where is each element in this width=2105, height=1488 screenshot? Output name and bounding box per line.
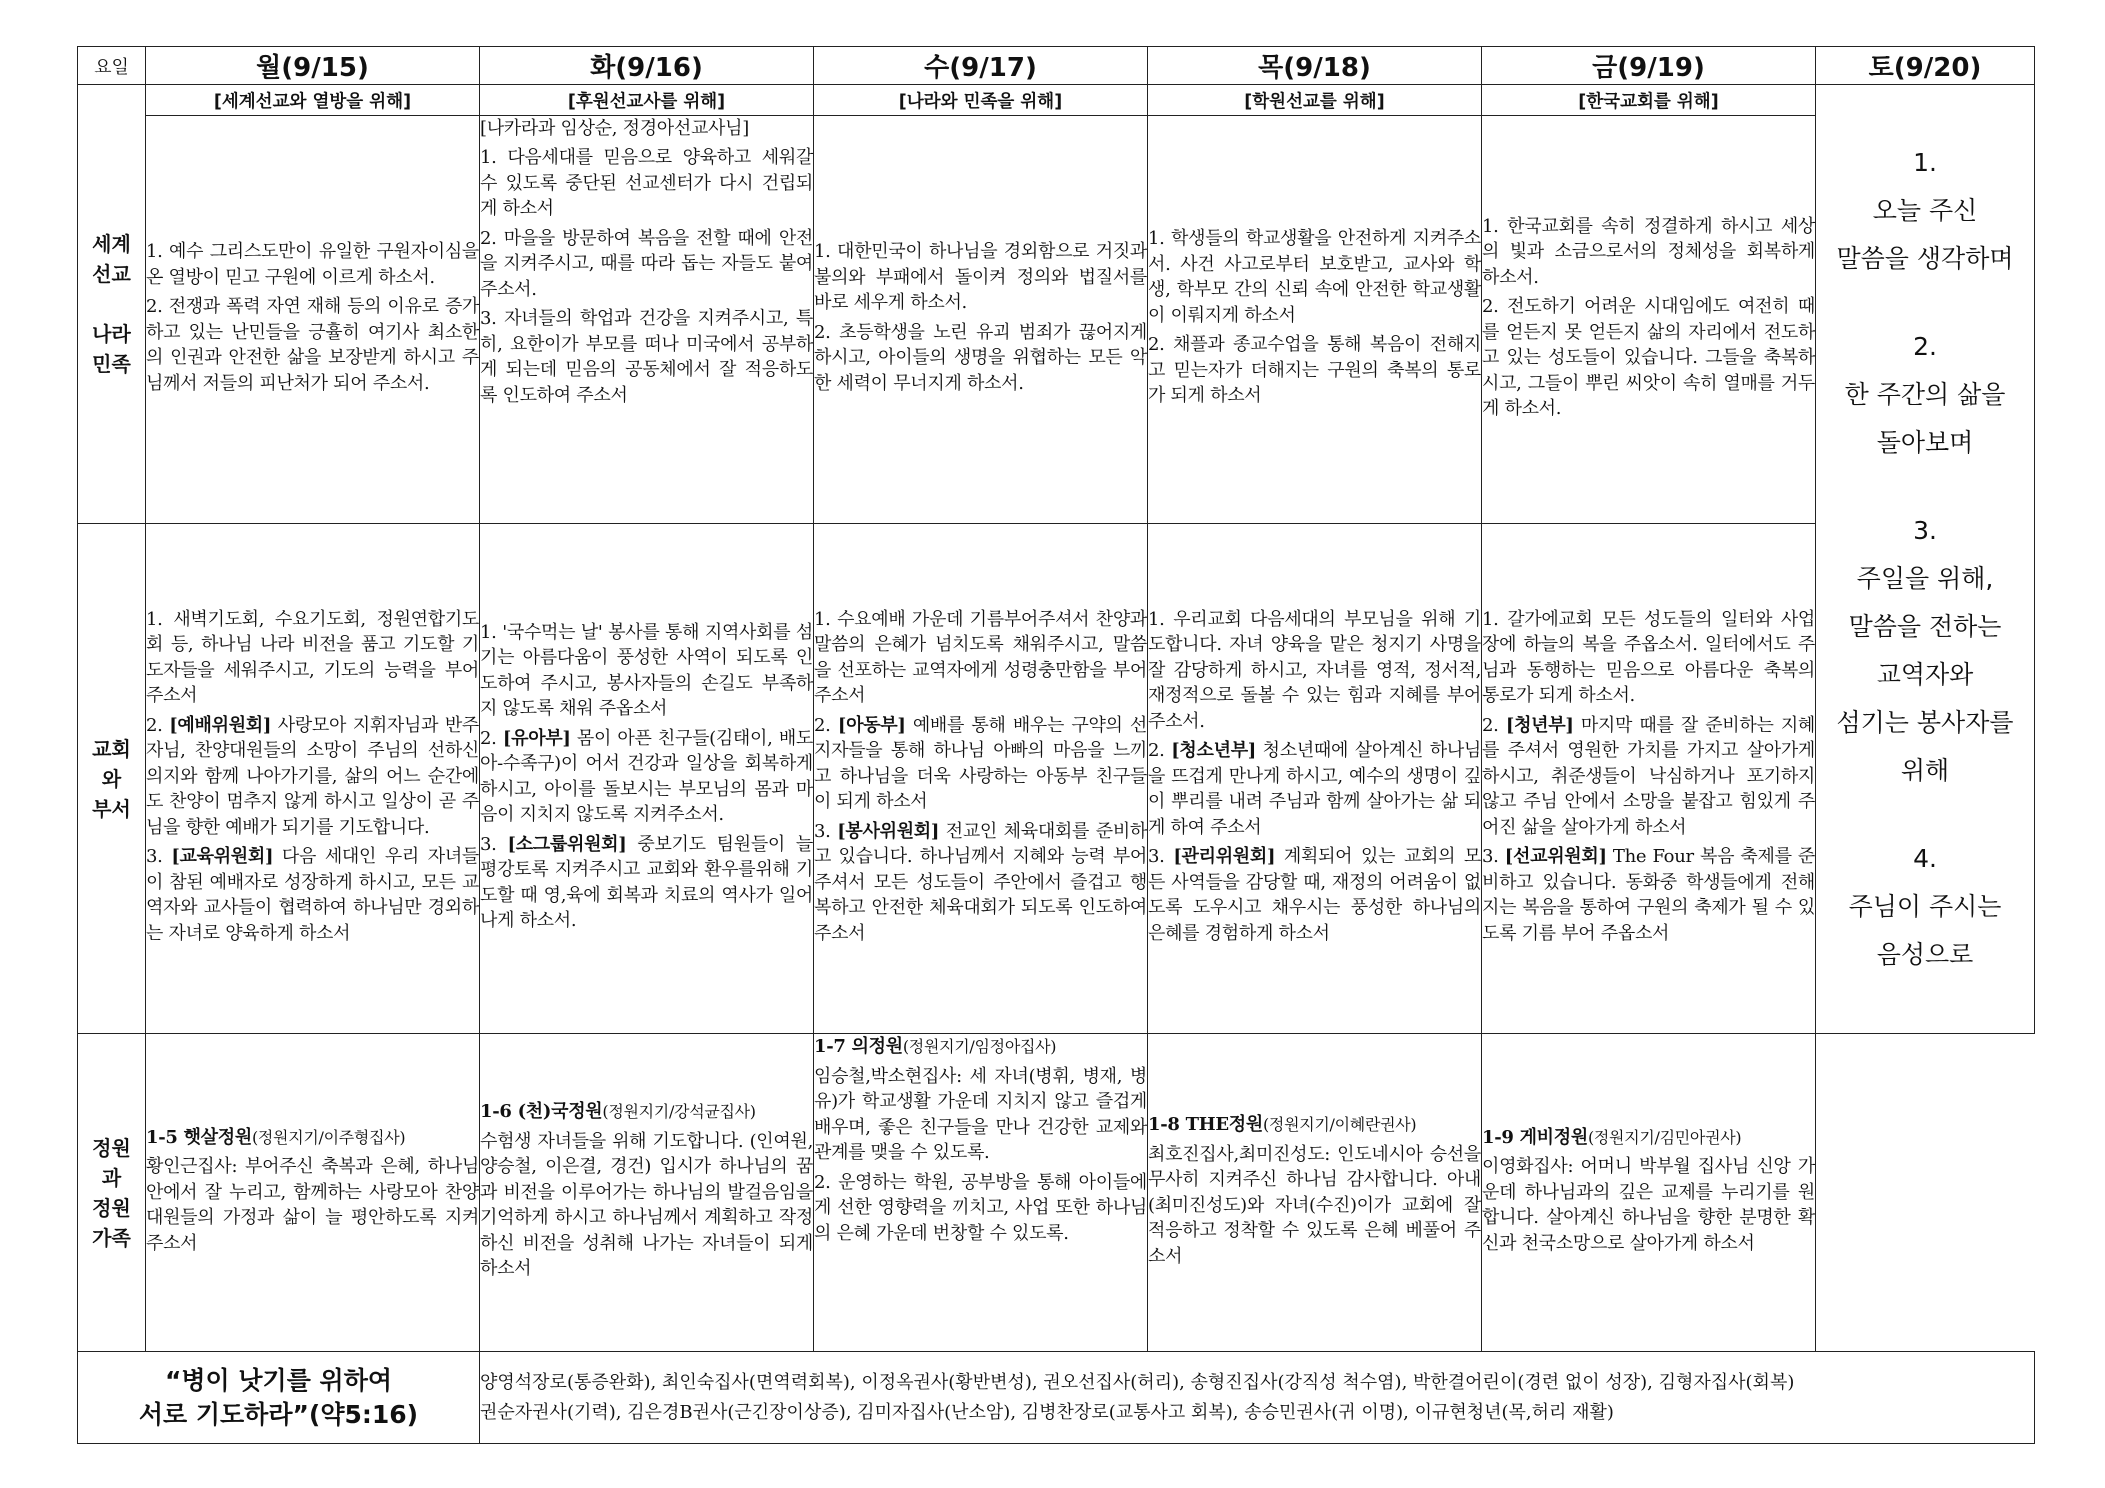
healing-list-line: 권순자권사(기력), 김은경B권사(근긴장이상증), 김미자집사(난소암), 김병찬장로(교통사고 회복), 송승민권사(귀 이명), 이규현청년(목,허리 재활) [480, 1401, 1614, 1423]
item-text: 중보기도 팀원들이 늘 평강토록 지켜주시고 교회와 환우를위해 기도할 때 영,육에 회복과 치료의 역사가 일어나게 하소서. [480, 833, 814, 931]
prayer-item: 2. 초등학생을 노린 유괴 범죄가 끊어지게 하시고, 아이들의 생명을 위협하는 모든 악한 세력이 무너지게 하소서. [814, 321, 1147, 394]
garden-title [1482, 1125, 1815, 1151]
prayer-item: 1. 다음세대를 믿음으로 양육하고 세워갈 수 있도록 중단된 선교센터가 다시 건립되게 하소서 [480, 147, 813, 219]
mission-wednesday [814, 116, 1148, 524]
topic-friday: [한국교회를 위해] [1482, 85, 1816, 116]
item-text: 청소년때에 살아계신 하나님을 뜨겁게 만나게 하시고, 예수의 생명이 깊이 뿌리를 내려 주님과 함께 살아가는 삶 되게 하여 주소서 [1148, 740, 1481, 838]
saturday-item [1816, 507, 2034, 795]
item-number: 3. [1482, 846, 1505, 868]
item-text: '국수먹는 날' 봉사를 통해 지역사회를 섬기는 아름다움이 풍성한 사역이 되도록 인도하여 주시고, 봉사자들의 손길도 부족하지 않도록 채워 주옵소서 [480, 621, 814, 719]
garden-leader: (정원지기/이혜란권사) [1262, 1115, 1417, 1134]
prayer-item [1148, 844, 1481, 946]
church-tuesday [480, 524, 814, 1034]
saturday-item-text: 음성으로 [1876, 940, 1974, 969]
item-number: 3. [480, 833, 508, 855]
garden-friday [1482, 1034, 1816, 1352]
garden-title [1148, 1112, 1481, 1138]
item-text: 사랑모아 지휘자님과 반주자님, 찬양대원들의 소망이 주님의 선하신 의지와 함께 나아가기를, 삶의 어느 순간에도 찬양이 멈추지 않게 하시고 일상이 곧 주님을 향한 예배가 되기를 기도합니다. [146, 714, 479, 838]
saturday-item-text: 돌아보며 [1876, 428, 1974, 457]
saturday-item-number: 4. [1913, 844, 1937, 873]
prayer-item [146, 713, 479, 841]
healing-list-line: 양영석장로(통증완화), 최인숙집사(면역력회복), 이정옥권사(황반변성), 권오선집사(허리), 송형진집사(강직성 척수염), 박한결어린이(경련 없이 성장), 김형자집사(회복) [480, 1371, 1795, 1393]
garden-leader: (정원지기/이주형집사) [251, 1127, 406, 1147]
topic-thursday: [학원선교를 위해] [1148, 85, 1482, 116]
garden-title [814, 1034, 1147, 1060]
row-label-line: 부서 [92, 796, 131, 821]
row-label-line: 정원 [92, 1195, 131, 1220]
prayer-item: 수험생 자녀들을 위해 기도합니다. (인여원, 양승철, 이은결, 경건) 입시가 하나님의 꿈과 비전을 이루어가는 하나님의 발걸음임을 기억하게 하시고 하나님께서 계획하고 작정하신 비전을 성취해 나가는 자녀들이 되게 하소서 [480, 1130, 813, 1280]
church-thursday [1148, 524, 1482, 1034]
verse-line: “병이 낫기를 위하여 [164, 1365, 393, 1395]
saturday-item-text: 교역자와 [1876, 660, 1974, 689]
healing-row [78, 1352, 2035, 1444]
topic-tuesday: [후원선교사를 위해] [480, 85, 814, 116]
prayer-item [814, 607, 1147, 709]
day-wednesday: 수(9/17) [814, 47, 1148, 85]
prayer-item [480, 620, 813, 722]
item-number: 1. [1148, 608, 1174, 630]
department-name: [교육위원회] [171, 846, 274, 868]
item-text: 새벽기도회, 수요기도회, 정원연합기도회 등, 하나님 나라 비전을 품고 기도할 기도자들을 세워주시고, 기도의 능력을 부어주소서 [146, 608, 480, 707]
item-number: 2. [146, 714, 170, 736]
garden-leader: (정원지기/임정아집사) [902, 1037, 1057, 1056]
item-number: 2. [1148, 740, 1172, 762]
item-text: 마지막 때를 잘 준비하는 지혜를 주셔서 영원한 가치를 가지고 살아가게 하시고, 취준생들이 낙심하거나 포기하지 않고 주님 안에서 소망을 붙잡고 힘있게 주어진 삶을 살아가게 하소서 [1482, 714, 1815, 838]
saturday-item-number: 3. [1913, 516, 1937, 545]
item-text: 전교인 체육대회를 준비하고 있습니다. 하나님께서 지혜와 능력 부어주셔서 모든 성도들이 주안에서 즐겁고 행복하고 안전한 체육대회가 되도록 인도하여 주소서 [814, 820, 1147, 944]
saturday-item-text: 위해 [1900, 756, 1950, 785]
prayer-item [146, 844, 479, 946]
prayer-item: 임승철,박소현집사: 세 자녀(병휘, 병재, 병유)가 학교생활 가운데 지치지 않고 즐겁게 배우며, 좋은 친구들을 만나 건강한 교제와 관계를 맺을 수 있도록. [814, 1065, 1147, 1163]
row-label-church-department [78, 524, 146, 1034]
item-number: 1. [480, 621, 503, 643]
item-text: 수요예배 가운데 기름부어주셔서 찬양과 말씀의 은혜가 넘치도록 채워주시고, 말씀을 선포하는 교역자에게 성령충만함을 부어주소서 [814, 608, 1147, 707]
prayer-item [480, 832, 813, 934]
saturday-item-text: 주님이 주시는 [1848, 892, 2002, 921]
healing-verse [78, 1352, 480, 1444]
item-number: 2. [1482, 714, 1506, 736]
saturday-item-number: 2. [1913, 332, 1937, 361]
row-label-line: 정원 [92, 1135, 131, 1160]
department-name: [봉사위원회] [837, 820, 940, 842]
garden-title [146, 1125, 479, 1151]
prayer-item: 2. 전도하기 어려운 시대임에도 여전히 때를 얻든지 못 얻든지 삶의 자리에서 전도하고 있는 성도들이 있습니다. 그들을 축복하시고, 그들이 뿌린 씨앗이 속히 열매를 거두게 하소서. [1482, 296, 1815, 419]
row-label-line: 와 [101, 766, 122, 791]
day-thursday: 목(9/18) [1148, 47, 1482, 85]
day-tuesday: 화(9/16) [480, 47, 814, 85]
item-text: 몸이 아픈 친구들(김태이, 배도아-수족구)이 어서 건강과 일상을 회복하게 하시고, 아이를 돌보시는 부모님의 몸과 마음이 지치지 않도록 지켜주소서. [480, 727, 814, 825]
garden-thursday [1148, 1034, 1482, 1352]
department-name: [소그룹위원회] [507, 833, 627, 855]
prayer-item: 2. 마을을 방문하여 복음을 전할 때에 안전을 지켜주시고, 때를 따라 돕는 자들도 붙여주소서. [480, 227, 813, 300]
garden-monday [146, 1034, 480, 1352]
church-friday [1482, 524, 1816, 1034]
day-friday: 금(9/19) [1482, 47, 1816, 85]
garden-leader: (정원지기/강석균집사) [602, 1102, 756, 1122]
item-number: 2. [814, 714, 838, 736]
church-wednesday [814, 524, 1148, 1034]
row-label-line: 과 [101, 1165, 122, 1190]
garden-title [480, 1099, 813, 1125]
row-label-line: 교회 [92, 736, 131, 761]
row-label-line: 세계 [92, 232, 131, 256]
saturday-item [1816, 323, 2034, 467]
row-label-garden-family [78, 1034, 146, 1352]
prayer-item: 이영화집사: 어머니 박부월 집사님 신앙 가운데 하나님과의 깊은 교제를 누리기를 원합니다. 살아계신 하나님을 향한 분명한 확신과 천국소망으로 살아가게 하소서 [1482, 1156, 1815, 1254]
department-name: [선교위원회] [1504, 846, 1607, 868]
saturday-item-text: 말씀을 전하는 [1848, 612, 2002, 641]
prayer-item: 3. 자녀들의 학업과 건강을 지켜주시고, 특히, 요한이가 부모를 떠나 미국에서 공부하게 되는데 믿음의 공동체에서 잘 적응하도록 인도하여 주소서 [480, 308, 813, 406]
item-number: 1. [146, 608, 174, 630]
item-number: 3. [814, 820, 838, 842]
day-saturday: 토(9/20) [1816, 47, 2035, 85]
saturday-column [1816, 85, 2035, 1034]
prayer-item [1148, 607, 1481, 735]
garden-tuesday [480, 1034, 814, 1352]
garden-wednesday [814, 1034, 1148, 1352]
department-name: [청년부] [1505, 714, 1574, 736]
missionary-note: [나카라과 임상순, 정경아선교사님] [480, 118, 749, 139]
row-label-line: 민족 [92, 352, 131, 376]
prayer-item [814, 713, 1147, 815]
item-text: The Four 복음 축제를 준비하고 있습니다. 동화중 학생들에게 전해지는 복음을 통하여 구원의 축제가 될 수 있도록 기름 부어 주옵소서 [1482, 846, 1815, 944]
prayer-item: 1. 예수 그리스도만이 유일한 구원자이심을 온 열방이 믿고 구원에 이르게 하소서. [146, 241, 479, 288]
garden-name: 1-9 게비정원 [1482, 1126, 1588, 1148]
item-text: 계획되어 있는 교회의 모든 사역들을 감당할 때, 재정의 어려움이 없도록 도우시고 채우시는 풍성한 하나님의 은혜를 경험하게 하소서 [1148, 846, 1481, 944]
prayer-item [1482, 713, 1815, 841]
topic-monday: [세계선교와 열방을 위해] [146, 85, 480, 116]
prayer-item [1148, 738, 1481, 840]
department-name: [관리위원회] [1173, 846, 1276, 868]
saturday-item-number: 1. [1913, 148, 1937, 177]
topic-row [78, 85, 2035, 116]
item-number: 2. [480, 727, 503, 749]
prayer-item: 2. 전쟁과 폭력 자연 재해 등의 이유로 증가하고 있는 난민들을 긍휼히 여기사 최소한의 인권과 안전한 삶을 보장받게 하시고 주님께서 저들의 피난처가 되어 주소서. [146, 296, 479, 394]
item-text: 예배를 통해 배우는 구약의 선지자들을 통해 하나님 아빠의 마음을 느끼고 하나님을 더욱 사랑하는 아동부 친구들이 되게 하소서 [814, 714, 1147, 813]
garden-name: 1-7 의정원 [814, 1036, 903, 1057]
topic-wednesday: [나라와 민족을 위해] [814, 85, 1148, 116]
garden-leader: (정원지기/김민아권사) [1587, 1127, 1742, 1147]
item-number: 1. [1482, 608, 1508, 630]
department-name: [유아부] [502, 727, 571, 749]
day-monday: 월(9/15) [146, 47, 480, 85]
mission-monday [146, 116, 480, 524]
row-label-line: 선교 [92, 262, 131, 286]
garden-name: 1-5 햇살정원 [146, 1126, 252, 1148]
prayer-item [146, 607, 479, 709]
verse-line: 서로 기도하라”(약5:16) [138, 1399, 419, 1429]
garden-family-row [78, 1034, 2035, 1352]
prayer-item: 2. 운영하는 학원, 공부방을 통해 아이들에게 선한 영향력을 끼치고, 사업 또한 하나님의 은혜 가운데 번창할 수 있도록. [814, 1171, 1147, 1244]
weekday-corner-label: 요일 [78, 47, 146, 85]
garden-name: 1-8 THE정원 [1148, 1114, 1263, 1135]
item-number: 3. [146, 846, 172, 868]
item-text: 다음 세대인 우리 자녀들이 참된 예배자로 성장하게 하시고, 모든 교역자와 교사들이 협력하여 하나님만 경외하는 자녀로 양육하게 하소서 [146, 846, 479, 944]
prayer-item: 1. 대한민국이 하나님을 경외함으로 거짓과 불의와 부패에서 돌이켜 정의와 법질서를 바로 세우게 하소서. [814, 241, 1147, 313]
prayer-item: 황인근집사: 부어주신 축복과 은혜, 하나님 안에서 잘 누리고, 함께하는 사랑모아 찬양대원들의 가정과 삶이 늘 평안하도록 지켜주소서 [146, 1156, 479, 1254]
saturday-item-text: 주일을 위해, [1856, 564, 1994, 593]
item-number: 1. [814, 608, 838, 630]
prayer-item: 최호진집사,최미진성도: 인도네시아 승선을 무사히 지켜주신 하나님 감사합니다. 아내(최미진성도)와 자녀(수진)이가 교회에 잘 적응하고 정착할 수 있도록 은혜 베풀어 주소서 [1148, 1143, 1481, 1267]
saturday-item-text: 말씀을 생각하며 [1836, 244, 2014, 273]
prayer-item [1482, 844, 1815, 946]
prayer-item: 1. 한국교회를 속히 정결하게 하시고 세상의 빛과 소금으로서의 정체성을 회복하게 하소서. [1482, 215, 1815, 288]
mission-thursday [1148, 116, 1482, 524]
day-header-row [78, 47, 2035, 85]
saturday-item-text: 한 주간의 삶을 [1844, 380, 2006, 409]
mission-friday [1482, 116, 1816, 524]
saturday-item [1816, 835, 2034, 979]
weekly-prayer-table [77, 46, 2035, 1444]
mission-nation-row [78, 116, 2035, 524]
healing-list [480, 1352, 2035, 1444]
saturday-item-text: 오늘 주신 [1872, 196, 1978, 225]
prayer-item [480, 726, 813, 828]
prayer-item [814, 819, 1147, 947]
mission-tuesday [480, 116, 814, 524]
saturday-item-text: 섬기는 봉사자를 [1836, 708, 2014, 737]
prayer-item: 2. 채플과 종교수업을 통해 복음이 전해지고 믿는자가 더해지는 구원의 축복의 통로가 되게 하소서 [1148, 334, 1481, 407]
saturday-item [1816, 139, 2034, 283]
item-number: 3. [1148, 846, 1174, 868]
item-text: 우리교회 다음세대의 부모님을 위해 기도합니다. 자녀 양육을 맡은 청지기 사명을 잘 감당하게 하시고, 자녀를 영적, 정서적, 재정적으로 돌볼 수 있는 힘과 지혜를 부어주소서. [1148, 608, 1482, 732]
prayer-item [1482, 607, 1815, 709]
department-name: [청소년부] [1171, 740, 1257, 762]
item-text: 갈가에교회 모든 성도들의 일터와 사업장에 하늘의 복을 주옵소서. 일터에서도 주님과 동행하는 믿음으로 아름다운 축복의 통로가 되게 하소서. [1482, 608, 1816, 707]
row-label-line: 나라 [92, 322, 131, 346]
church-monday [146, 524, 480, 1034]
department-name: [아동부] [837, 714, 906, 736]
garden-name: 1-6 (천)국정원 [480, 1101, 603, 1123]
department-name: [예배위원회] [169, 714, 272, 736]
row-label-mission-nation [78, 85, 146, 524]
row-label-line: 가족 [92, 1225, 131, 1250]
prayer-item: 1. 학생들의 학교생활을 안전하게 지켜주소서. 사건 사고로부터 보호받고, 교사와 학생, 학부모 간의 신뢰 속에 안전한 학교생활이 이뤄지게 하소서 [1148, 228, 1481, 326]
church-department-row [78, 524, 2035, 1034]
